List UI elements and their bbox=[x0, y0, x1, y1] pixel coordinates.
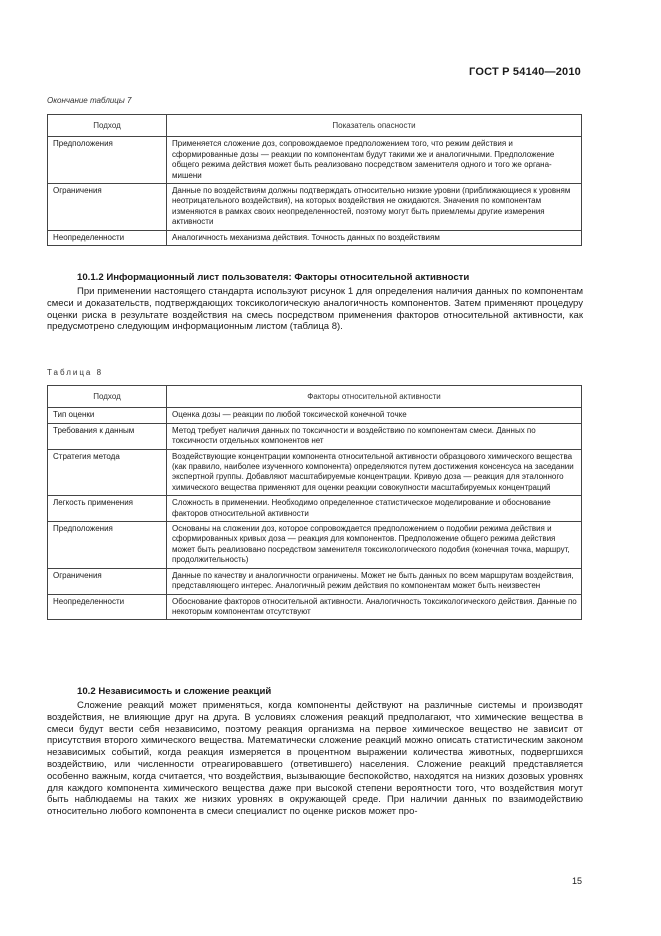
factor-cell: Основаны на сложении доз, которое сопровождается предположением о подобии режима действия и сформированных кривых доза — реакция для компонентов. Предположение общего режима действия может быть реализовано посредством заменителя токсикологического подобия (конечная точка, маршрут, продолжительность) bbox=[167, 522, 582, 569]
table-row bbox=[48, 594, 582, 620]
table-row bbox=[48, 522, 582, 569]
table7-caption: Окончание таблицы 7 bbox=[47, 96, 132, 105]
table-row bbox=[48, 449, 582, 496]
approach-cell: Требования к данным bbox=[48, 423, 167, 449]
column-header: Подход bbox=[48, 115, 167, 137]
table-row bbox=[48, 137, 582, 184]
factor-cell: Данные по качеству и аналогичности ограничены. Может не быть данных по всем маршрутам воздействия, представляющего интерес. Аналогичный режим действия по компонентам может быть неизвестен bbox=[167, 568, 582, 594]
column-header: Подход bbox=[48, 386, 167, 408]
indicator-cell: Данные по воздействиям должны подтверждать относительно низкие уровни (приближающиеся к уровням неотрицательного воздействия), на которых воздействия не ожидаются. Значения по компонентам изменяются в рамках своих неопределенностей, поэтому могут быть приемлемы другие измерения активности bbox=[167, 184, 582, 231]
approach-cell: Тип оценки bbox=[48, 408, 167, 423]
approach-cell: Ограничения bbox=[48, 184, 167, 231]
indicator-cell: Аналогичность механизма действия. Точность данных по воздействиям bbox=[167, 230, 582, 245]
table-header-row bbox=[48, 115, 582, 137]
table-row bbox=[48, 496, 582, 522]
approach-cell: Легкость применения bbox=[48, 496, 167, 522]
table7 bbox=[47, 114, 582, 246]
section-paragraph: Сложение реакций может применяться, когда компоненты действуют на различные системы и производят воздействия, не влияющие друг на друга. В условиях сложения реакций предполагают, что химические вещества в смеси будут вести себя независимо, поэтому реакция организма на первое химическое вещество не зависит от присутствия второго химического вещества. Математически сложение реакций можно описать статистическим законом независимых событий, когда реакция измеряется в процентном выражении количества животных, подвергшихся воздействию, или численности отреагировавшего (ответившего) населения. Сложение реакций представляется особенно важным, когда считается, что воздействия, вызывающие беспокойство, находятся на низких дозовых уровнях для каждого компонента химического вещества даже при высокой степени вероятности того, что воздействия могут быть наблюдаемы на таких же низких уровнях в окружающей среде. При наличии данных по взаимодействию относительно любого компонента в смеси специалист по оценке рисков может про- bbox=[47, 700, 583, 818]
factor-cell: Сложность в применении. Необходимо определенное статистическое моделирование и обоснование факторов относительной активности bbox=[167, 496, 582, 522]
approach-cell: Предположения bbox=[48, 137, 167, 184]
page-number: 15 bbox=[571, 876, 582, 886]
section-title-10-1-2: 10.1.2 Информационный лист пользователя: Факторы относительной активности bbox=[77, 272, 470, 283]
section-title-10-2: 10.2 Независимость и сложение реакций bbox=[77, 686, 272, 697]
table-row bbox=[48, 568, 582, 594]
indicator-cell: Применяется сложение доз, сопровождаемое предположением того, что режим действия и сформированные дозы — реакции по компонентам будут такими же и аналогичными. Предположение общего режима действия может быть реализовано посредством заменителя одного и того же органа-мишени bbox=[167, 137, 582, 184]
factor-cell: Метод требует наличия данных по токсичности и воздействию по компонентам смеси. Данных по токсичности отдельных компонентов нет bbox=[167, 423, 582, 449]
table-row bbox=[48, 408, 582, 423]
table-row bbox=[48, 184, 582, 231]
section-paragraph: При применении настоящего стандарта используют рисунок 1 для определения наличия данных по компонентам смеси и доказательств, подтверждающих токсикологическую аналогичность компонентов. Затем применяют процедуру оценки риска в результате воздействия на смесь посредством применения факторов относительной активности, как предусмотрено следующим информационным листом (таблица 8). bbox=[47, 286, 583, 333]
factor-cell: Оценка дозы — реакции по любой токсической конечной точке bbox=[167, 408, 582, 423]
approach-cell: Неопределенности bbox=[48, 594, 167, 620]
approach-cell: Ограничения bbox=[48, 568, 167, 594]
approach-cell: Предположения bbox=[48, 522, 167, 569]
approach-cell: Неопределенности bbox=[48, 230, 167, 245]
approach-cell: Стратегия метода bbox=[48, 449, 167, 496]
table-row bbox=[48, 423, 582, 449]
table8-caption: Таблица 8 bbox=[47, 368, 104, 377]
table-row bbox=[48, 230, 582, 245]
standard-header: ГОСТ Р 54140—2010 bbox=[469, 66, 581, 78]
table-header-row bbox=[48, 386, 582, 408]
column-header: Факторы относительной активности bbox=[167, 386, 582, 408]
table8 bbox=[47, 385, 582, 620]
factor-cell: Воздействующие концентрации компонента относительной активности образцового химического вещества (как правило, наиболее изученного компонента) определяются путем достижения консенсуса на заседании экспертной группы. Добавляют масштабируемые концентрации. Кривую доза — реакция для эталонного химического вещества применяют для оценки реакции совокупности масштабируемых концентраций bbox=[167, 449, 582, 496]
column-header: Показатель опасности bbox=[167, 115, 582, 137]
factor-cell: Обоснование факторов относительной активности. Аналогичность токсикологического действия. Данные по некоторым компонентам отсутствуют bbox=[167, 594, 582, 620]
